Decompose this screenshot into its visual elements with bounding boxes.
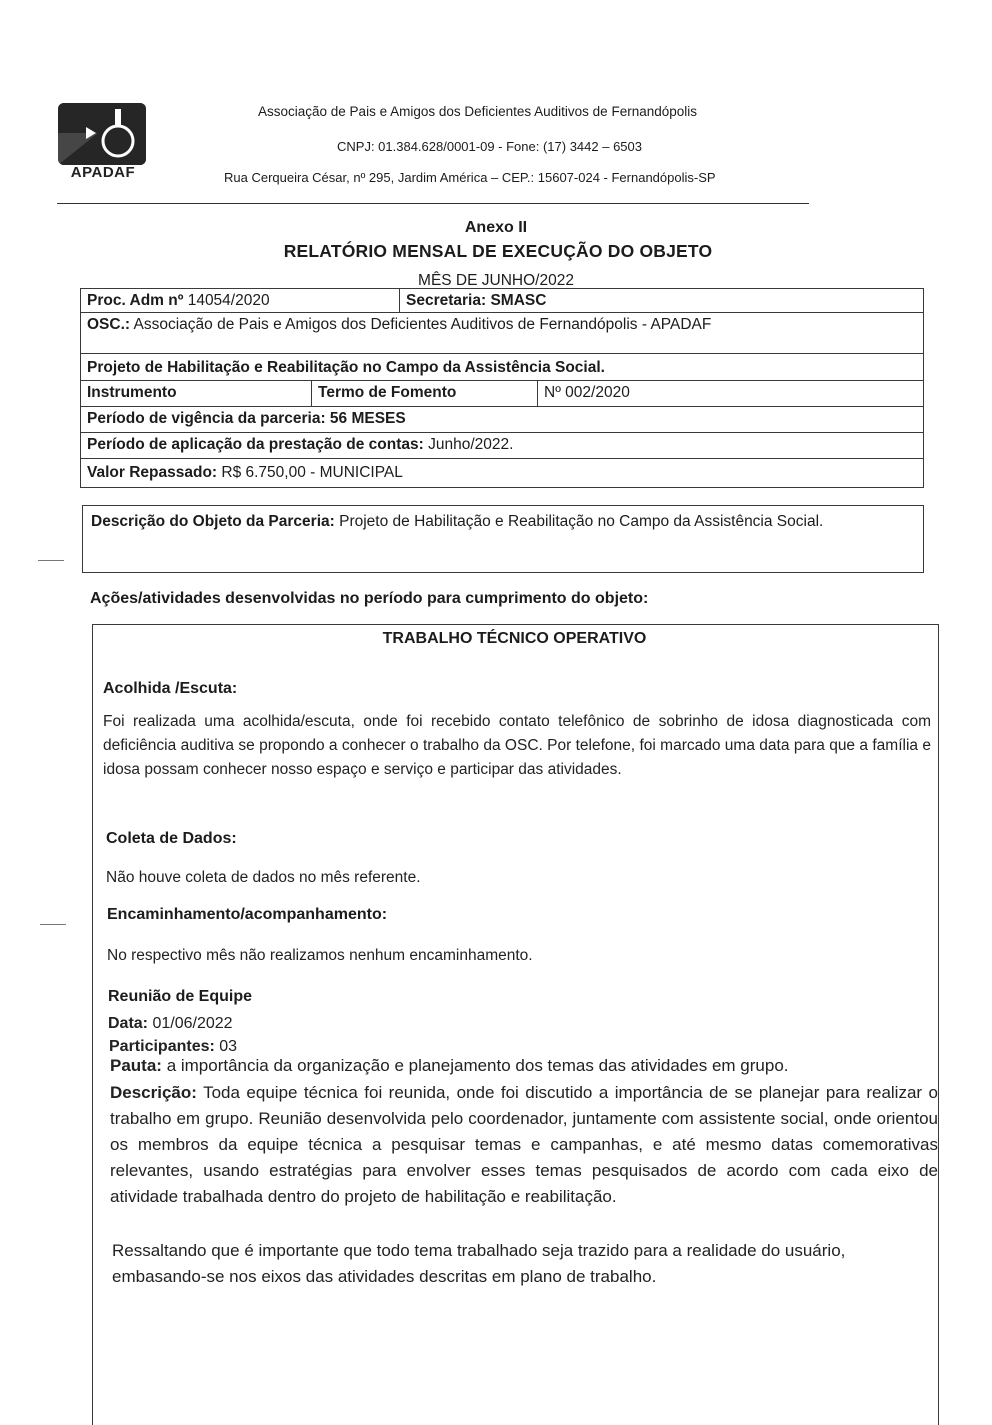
row-aplicacao xyxy=(81,433,923,459)
cnpj-phone: CNPJ: 01.384.628/0001-09 - Fone: (17) 3442 – 6503 xyxy=(337,139,642,154)
margin-mark xyxy=(38,560,64,561)
reuniao-date xyxy=(108,1012,233,1036)
row-proc xyxy=(81,289,923,313)
proc-value: 14054/2020 xyxy=(183,292,270,309)
logo-text: APADAF xyxy=(70,164,136,181)
encaminhamento-heading: Encaminhamento/acompanhamento: xyxy=(107,906,388,923)
reuniao-heading: Reunião de Equipe xyxy=(108,988,253,1005)
date-value: 01/06/2022 xyxy=(148,1015,233,1032)
object-description-box xyxy=(82,505,924,573)
description-label: Descrição: xyxy=(110,1083,197,1102)
proc-label: Proc. Adm nº xyxy=(87,292,184,309)
acolhida-text: Foi realizada uma acolhida/escuta, onde foi recebido contato telefônico de sobrinho de idosa diagnosticada com deficiência auditiva se propondo a conhecer o trabalho da OSC. Por telefone, foi marcado uma data para que a família e idosa possam conhecer nosso espaço e serviço e participar das atividades. xyxy=(103,713,931,778)
ressaltando-text: Ressaltando que é importante que todo tema trabalhado seja trazido para a realidade do usuário, embasando-se nos eixos das atividades descritas em plano de trabalho. xyxy=(112,1241,846,1286)
reuniao-pauta xyxy=(110,1053,789,1079)
report-title: RELATÓRIO MENSAL DE EXECUÇÃO DO OBJETO xyxy=(283,241,713,261)
report-month: MÊS DE JUNHO/2022 xyxy=(418,272,574,289)
aplicacao-value: Junho/2022. xyxy=(423,436,514,453)
coleta-text: Não houve coleta de dados no mês referente. xyxy=(106,869,421,886)
osc-value: Associação de Pais e Amigos dos Deficientes Auditivos de Fernandópolis - APADAF xyxy=(130,316,712,333)
row-vigencia xyxy=(81,407,923,433)
margin-mark xyxy=(40,924,66,925)
actions-heading: Ações/atividades desenvolvidas no período para cumprimento do objeto: xyxy=(90,590,649,607)
object-description-label: Descrição do Objeto da Parceria: xyxy=(91,513,335,530)
aplicacao-label: Período de aplicação da prestação de contas: xyxy=(87,436,424,453)
termo-fomento: Termo de Fomento xyxy=(318,384,457,401)
encaminhamento-text: No respectivo mês não realizamos nenhum encaminhamento. xyxy=(107,947,533,964)
description-value: Toda equipe técnica foi reunida, onde foi discutido a importância de se planejar para realizar o trabalho em grupo. Reunião desenvolvida pelo coordenador, juntamente com assistente social, onde orientou os membros da equipe técnica a pesquisar temas e campanhas, e até mesmo datas comemorativas relevantes, usando estratégias para envolver esses temas pesquisados de acordo com cada eixo de atividade trabalhada dentro do projeto de habilitação e reabilitação. xyxy=(110,1083,938,1206)
address: Rua Cerqueira César, nº 295, Jardim América – CEP.: 15607-024 - Fernandópolis-SP xyxy=(224,170,716,185)
instrumento: Instrumento xyxy=(87,384,177,401)
row-projeto xyxy=(81,354,923,381)
osc-label: OSC.: xyxy=(87,316,131,333)
participants-value: 03 xyxy=(214,1038,238,1055)
date-label: Data: xyxy=(108,1015,149,1032)
row-osc xyxy=(81,313,923,354)
annex-label: Anexo II xyxy=(464,219,528,236)
pauta-label: Pauta: xyxy=(110,1056,162,1075)
ear-logo-icon xyxy=(58,103,146,165)
secretaria: Secretaria: SMASC xyxy=(406,292,547,309)
numero-termo: Nº 002/2020 xyxy=(544,384,630,401)
reuniao-description xyxy=(110,1080,938,1210)
info-table xyxy=(80,288,924,488)
valor-label: Valor Repassado: xyxy=(87,464,218,481)
technical-work-title: TRABALHO TÉCNICO OPERATIVO xyxy=(382,630,647,647)
participants-label: Participantes: xyxy=(109,1038,215,1055)
vigencia: Período de vigência da parceria: 56 MESES xyxy=(87,410,406,427)
coleta-heading: Coleta de Dados: xyxy=(106,830,237,847)
object-description-value: Projeto de Habilitação e Reabilitação no Campo da Assistência Social. xyxy=(334,513,824,530)
organization-name: Associação de Pais e Amigos dos Deficientes Auditivos de Fernandópolis xyxy=(258,104,698,119)
acolhida-heading: Acolhida /Escuta: xyxy=(103,680,238,697)
projeto: Projeto de Habilitação e Reabilitação no Campo da Assistência Social. xyxy=(87,359,605,376)
row-instrumento xyxy=(81,381,923,407)
header-rule xyxy=(57,203,809,204)
pauta-value: a importância da organização e planejamento dos temas das atividades em grupo. xyxy=(161,1056,789,1075)
row-valor xyxy=(81,459,923,487)
valor-value: R$ 6.750,00 - MUNICIPAL xyxy=(217,464,403,481)
apadaf-logo xyxy=(58,103,146,165)
